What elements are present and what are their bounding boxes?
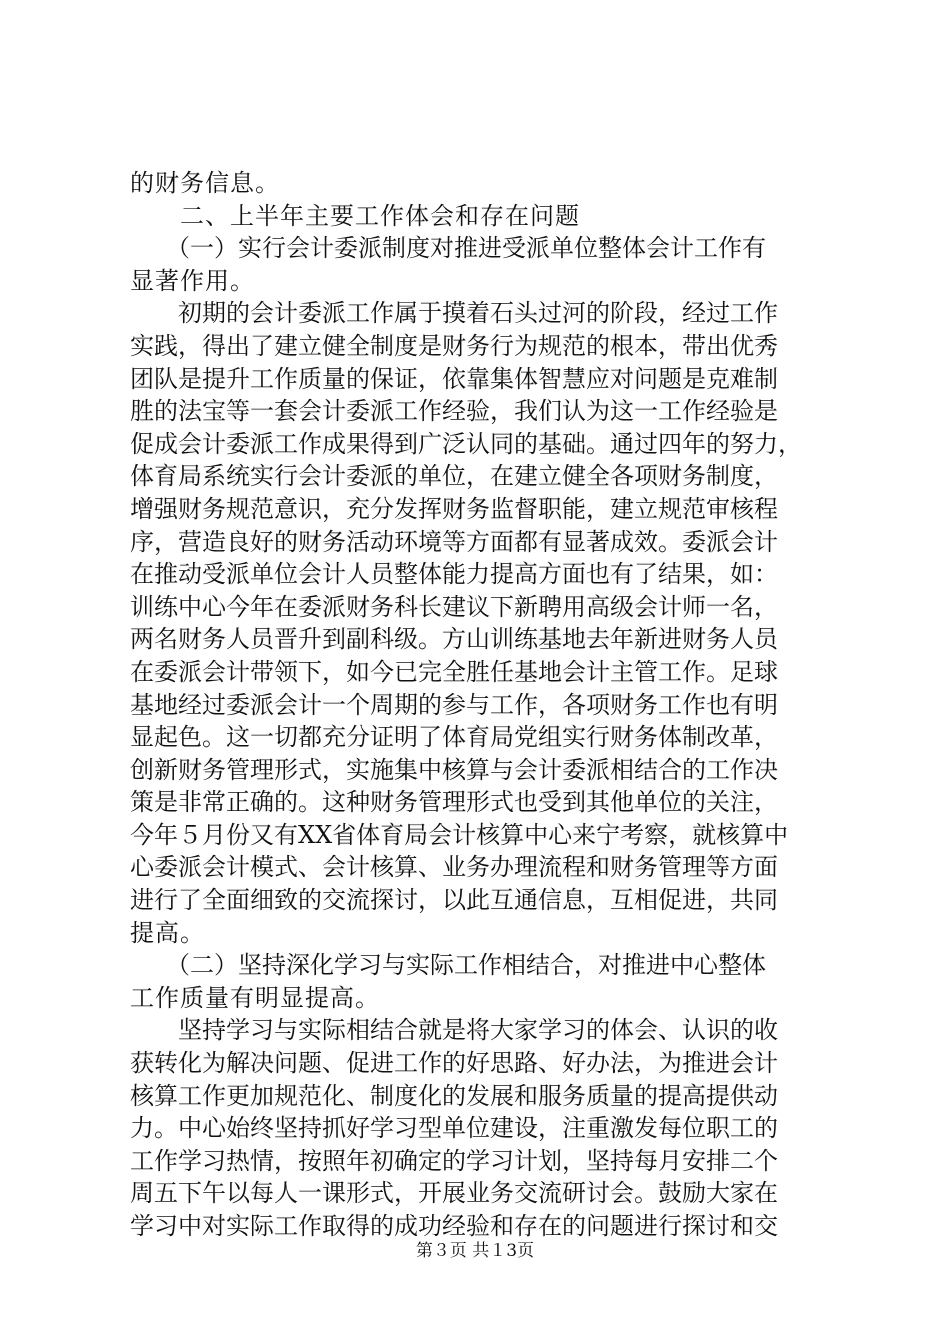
text-line: 今年５月份又有XX省体育局会计核算中心来宁考察，就核算中 — [130, 820, 789, 849]
text-line: 工作质量有明显提高。 — [130, 983, 380, 1012]
text-line: （一）实行会计委派制度对推进受派单位整体会计工作有 — [130, 234, 766, 263]
text-line: 显著作用。 — [130, 266, 255, 295]
text-line: 的财务信息。 — [130, 169, 280, 197]
text-line: 策是非常正确的。这种财务管理形式也受到其他单位的关注， — [130, 788, 778, 817]
text-line: 学习中对实际工作取得的成功经验和存在的问题进行探讨和交 — [130, 1212, 778, 1240]
text-line: 促成会计委派工作成果得到广泛认同的基础。通过四年的努力， — [130, 429, 802, 458]
text-line: 力。中心始终坚持抓好学习型单位建设，注重激发每位职工的 — [130, 1114, 778, 1143]
page-footer: 第３页 共１3页 — [415, 1241, 535, 1261]
text-line: 在推动受派单位会计人员整体能力提高方面也有了结果，如： — [130, 560, 778, 589]
text-line: 创新财务管理形式，实施集中核算与会计委派相结合的工作决 — [130, 755, 778, 784]
text-line: 核算工作更加规范化、制度化的发展和服务质量的提高提供动 — [130, 1081, 778, 1110]
text-line: 周五下午以每人一课形式，开展业务交流研讨会。鼓励大家在 — [130, 1179, 778, 1208]
text-line: 增强财务规范意识，充分发挥财务监督职能，建立规范审核程 — [130, 494, 778, 523]
text-line: 训练中心今年在委派财务科长建议下新聘用高级会计师一名， — [130, 592, 778, 621]
text-line: 提高。 — [130, 918, 205, 947]
text-line: 团队是提升工作质量的保证，依靠集体智慧应对问题是克难制 — [130, 364, 778, 393]
text-line: 进行了全面细致的交流探讨，以此互通信息，互相促进，共同 — [130, 886, 778, 915]
text-line: 坚持学习与实际相结合就是将大家学习的体会、认识的收 — [130, 1016, 778, 1045]
text-line: 心委派会计模式、会计核算、业务办理流程和财务管理等方面 — [130, 853, 778, 882]
text-line: 体育局系统实行会计委派的单位，在建立健全各项财务制度， — [130, 462, 778, 491]
text-line: 胜的法宝等一套会计委派工作经验，我们认为这一工作经验是 — [130, 397, 778, 426]
text-line: 二、上半年主要工作体会和存在问题 — [130, 201, 580, 230]
text-line: 在委派会计带领下，如今已完全胜任基地会计主管工作。足球 — [130, 657, 778, 686]
text-line: （二）坚持深化学习与实际工作相结合，对推进中心整体 — [130, 951, 766, 980]
text-line: 获转化为解决问题、促进工作的好思路、好办法，为推进会计 — [130, 1049, 778, 1078]
text-line: 初期的会计委派工作属于摸着石头过河的阶段，经过工作 — [130, 299, 778, 328]
text-line: 两名财务人员晋升到副科级。方山训练基地去年新进财务人员 — [130, 625, 778, 654]
text-line: 序，营造良好的财务活动环境等方面都有显著成效。委派会计 — [130, 527, 778, 556]
text-line: 实践，得出了建立健全制度是财务行为规范的根本，带出优秀 — [130, 331, 778, 360]
text-line: 工作学习热情，按照年初确定的学习计划，坚持每月安排二个 — [130, 1146, 778, 1175]
document-body — [130, 167, 842, 1243]
text-line: 基地经过委派会计一个周期的参与工作，各项财务工作也有明 — [130, 690, 778, 719]
text-line: 显起色。这一切都充分证明了体育局党组实行财务体制改革， — [130, 723, 778, 752]
